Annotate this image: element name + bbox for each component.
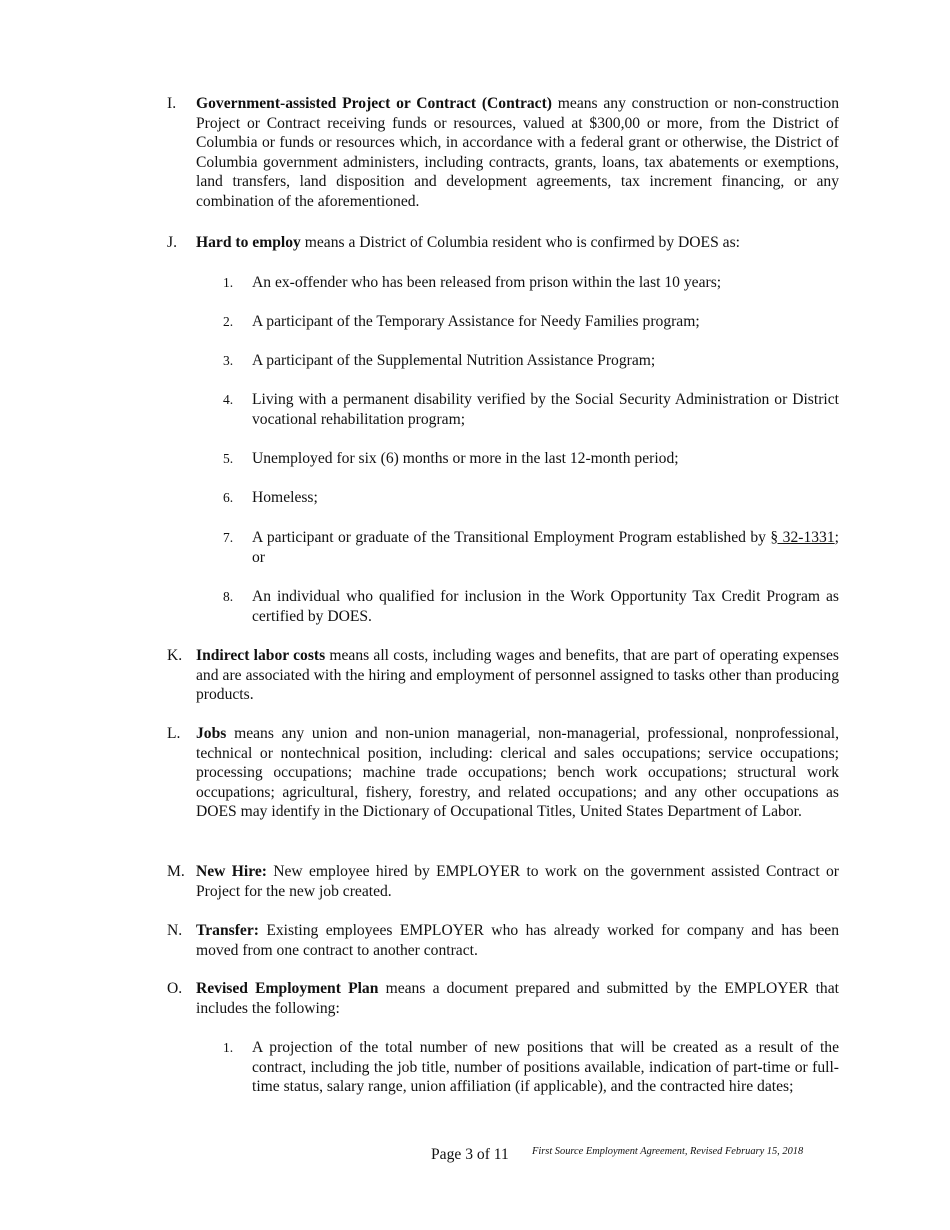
item-marker: 1.: [223, 275, 234, 290]
item-text: [196, 862, 839, 901]
term-body: means all costs, including wages and benefits, that are part of operating expenses and are associated with the hiring and employment of personnel assigned to tasks other than producing products.: [196, 647, 839, 704]
term: Revised Employment Plan: [196, 980, 379, 997]
item-text: [196, 94, 839, 212]
footer-note: First Source Employment Agreement, Revised February 15, 2018: [532, 1146, 804, 1157]
item-text: Unemployed for six (6) months or more in the last 12-month period;: [252, 450, 679, 467]
item-marker: 4.: [223, 392, 234, 407]
item-text: A participant of the Supplemental Nutrition Assistance Program;: [252, 352, 656, 369]
term-body: New employee hired by EMPLOYER to work on the government assisted Contract or Project for the new job created.: [196, 863, 839, 900]
item-text: [196, 646, 839, 705]
item-text: [196, 233, 839, 253]
term: Hard to employ: [196, 234, 301, 251]
item-marker: 6.: [223, 490, 234, 505]
page-footer: [0, 1146, 950, 1170]
item-text: [252, 528, 839, 567]
item-marker: 3.: [223, 353, 234, 368]
term: New Hire:: [196, 863, 267, 880]
item-text: An ex-offender who has been released from prison within the last 10 years;: [252, 274, 722, 291]
item-marker: K.: [167, 647, 183, 664]
term-body: means any construction or non-construction Project or Contract receiving funds or resources, valued at $300,00 or more, from the District of Columbia or funds or resources which, in accordance with a federal grant or otherwise, the District of Columbia government administers, including contracts, grants, loans, tax abatements or exemptions, land transfers, land disposition and development agreements, tax increment financing, or any combination of the aforementioned.: [196, 95, 839, 210]
item-text-after: ; or: [252, 529, 839, 566]
page-number: Page 3 of 11: [431, 1146, 509, 1163]
item-marker: 1.: [223, 1040, 234, 1055]
item-marker: N.: [167, 922, 183, 939]
item-text: A projection of the total number of new positions that will be created as a result of the contract, including the job title, number of positions available, indication of part-time or full-time status, salary range, union affiliation (if applicable), and the contracted hire dates;: [252, 1039, 839, 1096]
item-text: [196, 724, 839, 822]
term: Transfer:: [196, 922, 259, 939]
item-text: [196, 979, 839, 1018]
item-marker: 7.: [223, 530, 234, 545]
statute-link[interactable]: § 32-1331: [770, 529, 835, 546]
item-marker: M.: [167, 863, 185, 880]
term-body: means a document prepared and submitted by the EMPLOYER that includes the following:: [196, 980, 839, 1017]
item-text: Living with a permanent disability verified by the Social Security Administration or District vocational rehabilitation program;: [252, 391, 839, 428]
item-marker: O.: [167, 980, 183, 997]
term: Indirect labor costs: [196, 647, 326, 664]
item-marker: I.: [167, 95, 177, 112]
term: Government-assisted Project or Contract (Contract): [196, 95, 552, 112]
item-text: [196, 921, 839, 960]
term-body: Existing employees EMPLOYER who has already worked for company and has been moved from one contract to another contract.: [196, 922, 839, 959]
item-marker: 2.: [223, 314, 234, 329]
item-text: A participant of the Temporary Assistance for Needy Families program;: [252, 313, 700, 330]
item-marker: J.: [167, 234, 177, 251]
item-text-main: A participant or graduate of the Transitional Employment Program established by: [252, 529, 771, 546]
item-marker: 8.: [223, 589, 234, 604]
item-text: Homeless;: [252, 489, 318, 506]
term: Jobs: [196, 725, 227, 742]
item-marker: L.: [167, 725, 181, 742]
item-marker: 5.: [223, 451, 234, 466]
term-body: means any union and non-union managerial, non-managerial, professional, nonprofessional, technical or nontechnical position, including: clerical and sales occupations; service occupations; processing occupations; machine trade occupations; bench work occupations; structural work occupations; agricultural, fishery, forestry, and related occupations; and any other occupations as DOES may identify in the Dictionary of Occupational Titles, United States Department of Labor.: [196, 725, 839, 821]
term-body: means a District of Columbia resident who is confirmed by DOES as:: [300, 234, 740, 251]
item-text: An individual who qualified for inclusion in the Work Opportunity Tax Credit Program as certified by DOES.: [252, 588, 839, 625]
